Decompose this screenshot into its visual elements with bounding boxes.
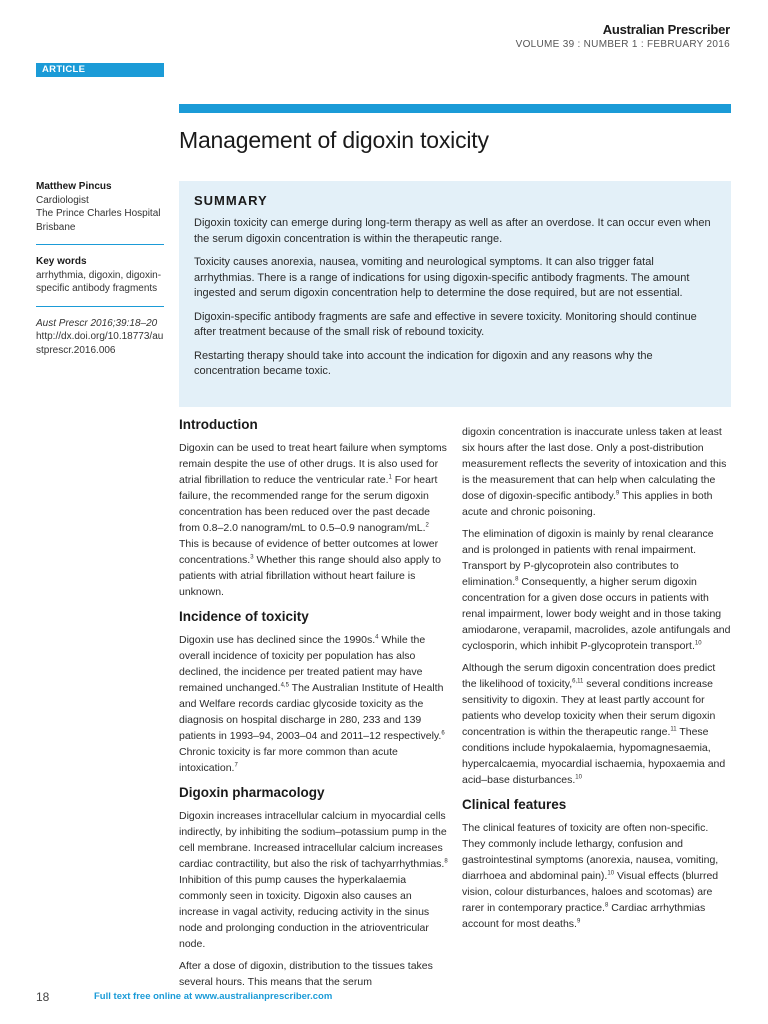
keywords-title: Key words <box>36 256 87 267</box>
body-paragraph: The clinical features of toxicity are often non-specific. They commonly include lethargy, confusion and gastrointestinal symptoms (anorexia, nausea, vomiting, diarrhoea and abdominal pain).$^{10}$ Visual effects (blurred vision, colour disturbances, haloes and scotomas) are rarer in contemporary practice.$^8$ Cardiac arrhythmias account for most deaths.$^9$ <box>462 822 719 930</box>
title-rule <box>179 104 731 113</box>
sidebar-divider <box>36 306 164 307</box>
sidebar <box>36 180 164 357</box>
summary-paragraph: Digoxin-specific antibody fragments are safe and effective in severe toxicity. Monitoring should continue after treatment because of the small risk of rebound toxicity. <box>194 310 697 338</box>
section-heading-incidence: Incidence of toxicity <box>179 609 309 624</box>
body-paragraph: Digoxin use has declined since the 1990s.$^4$ While the overall incidence of toxicity per population has also declined, the incidence per treated patient may have remained unchanged.$^{4,5}$ The Australian Institute of Health and Welfare records cardiac glycoside toxicity as the diagnosis on hospital discharge in 280, 233 and 139 patients in 1993–94, 2003–04 and 2011–12 respectively.$^6$ Chronic toxicity is far more common than acute intoxication.$^7$ <box>179 634 445 774</box>
body-paragraph: After a dose of digoxin, distribution to the tissues takes several hours. This means that the serum <box>179 960 433 988</box>
keywords-text: arrhythmia, digoxin, digoxin-specific antibody fragments <box>36 269 162 294</box>
author-name: Matthew Pincus <box>36 181 112 192</box>
article-title: Management of digoxin toxicity <box>179 127 489 153</box>
summary-paragraph: Toxicity causes anorexia, nausea, vomiting and neurological symptoms. It can also trigger fatal arrhythmias. There is a range of indications for using digoxin-specific antibody fragments. The amount ingested and serum digoxin concentration help to determine the dose required, but are not essential. <box>194 256 690 299</box>
section-heading-clinical-features: Clinical features <box>462 797 567 812</box>
body-column-left <box>179 416 449 996</box>
body-column-right <box>462 424 732 938</box>
body-paragraph: Digoxin increases intracellular calcium in myocardial cells indirectly, by inhibiting the sodium–potassium pump in the cell membrane. Increased intracellular calcium increases cardiac contractility, but also the risk of tachyarrhythmias.$^8$ Inhibition of this pump causes the hyperkalaemia commonly seen in toxicity. Digoxin also causes an increase in vagal activity, reducing activity in the sinus node and prolonging conduction in the atrioventricular node. <box>179 810 448 950</box>
page-number: 18 <box>36 990 50 1004</box>
body-paragraph: Digoxin can be used to treat heart failure when symptoms remain despite the use of other drugs. It is also used for atrial fibrillation to reduce the ventricular rate.$^1$ For heart failure, the recommended range for the serum digoxin concentration has been reduced over the past decade from 0.8–2.0 nanogram/mL to 0.5–0.9 nanogram/mL.$^2$ This is because of evidence of better outcomes at lower concentrations.$^3$ Whether this range should also apply to patients with atrial fibrillation without heart failure is unknown. <box>179 442 447 598</box>
masthead <box>516 22 730 50</box>
section-heading-pharmacology: Digoxin pharmacology <box>179 785 325 800</box>
citation-ref: Aust Prescr 2016;39:18–20 <box>36 317 158 329</box>
journal-logo: Australian Prescriber <box>602 22 730 37</box>
body-paragraph: The elimination of digoxin is mainly by renal clearance and is prolonged in patients with renal impairment. Transport by P-glycoprotein also contributes to elimination.$^8$ Consequently, a higher serum digoxin concentration for a given dose occurs in patients with renal impairment, lower body weight and in those taking amiodarone, verapamil, macrolides, azole antifungals and cyclosporin, which inhibit P-glycoprotein transport.$^{10}$ <box>462 528 731 652</box>
author-hospital: The Prince Charles Hospital <box>36 208 161 219</box>
summary-paragraph: Restarting therapy should take into account the indication for digoxin and any reasons why the concentration became toxic. <box>194 349 653 377</box>
summary-box <box>179 181 731 407</box>
sidebar-divider <box>36 244 164 245</box>
footer-link[interactable]: Full text free online at www.australianprescriber.com <box>94 991 333 1002</box>
doi-link[interactable]: http://dx.doi.org/10.18773/austprescr.2016.006 <box>36 331 164 356</box>
issue-info: VOLUME 39 : NUMBER 1 : FEBRUARY 2016 <box>515 39 730 50</box>
section-heading-introduction: Introduction <box>179 417 258 432</box>
body-paragraph: digoxin concentration is inaccurate unless taken at least six hours after the last dose. Only a post-distribution measurement reflects the severity of intoxication and this is the measurement that can help when calculating the dose of digoxin-specific antibody.$^9$ This applies in both acute and chronic poisoning. <box>462 426 727 518</box>
article-type-label: ARTICLE <box>36 63 164 77</box>
body-paragraph: Although the serum digoxin concentration does predict the likelihood of toxicity,$^{6,11}$ several conditions increase sensitivity to digoxin. They at least partly account for patients who develop toxicity when their serum digoxin concentration is within the therapeutic range.$^{11}$ These conditions include hypokalaemia, hypomagnesaemia, hypercalcaemia, myocardial ischaemia, hypoxaemia and acid–base disturbances.$^{10}$ <box>462 662 726 786</box>
summary-paragraph: Digoxin toxicity can emerge during long-term therapy as well as after an overdose. It can occur even when the serum digoxin concentration is within the therapeutic range. <box>194 217 711 245</box>
summary-title: SUMMARY <box>194 193 268 208</box>
author-role: Cardiologist <box>36 194 89 206</box>
author-city: Brisbane <box>36 221 76 233</box>
